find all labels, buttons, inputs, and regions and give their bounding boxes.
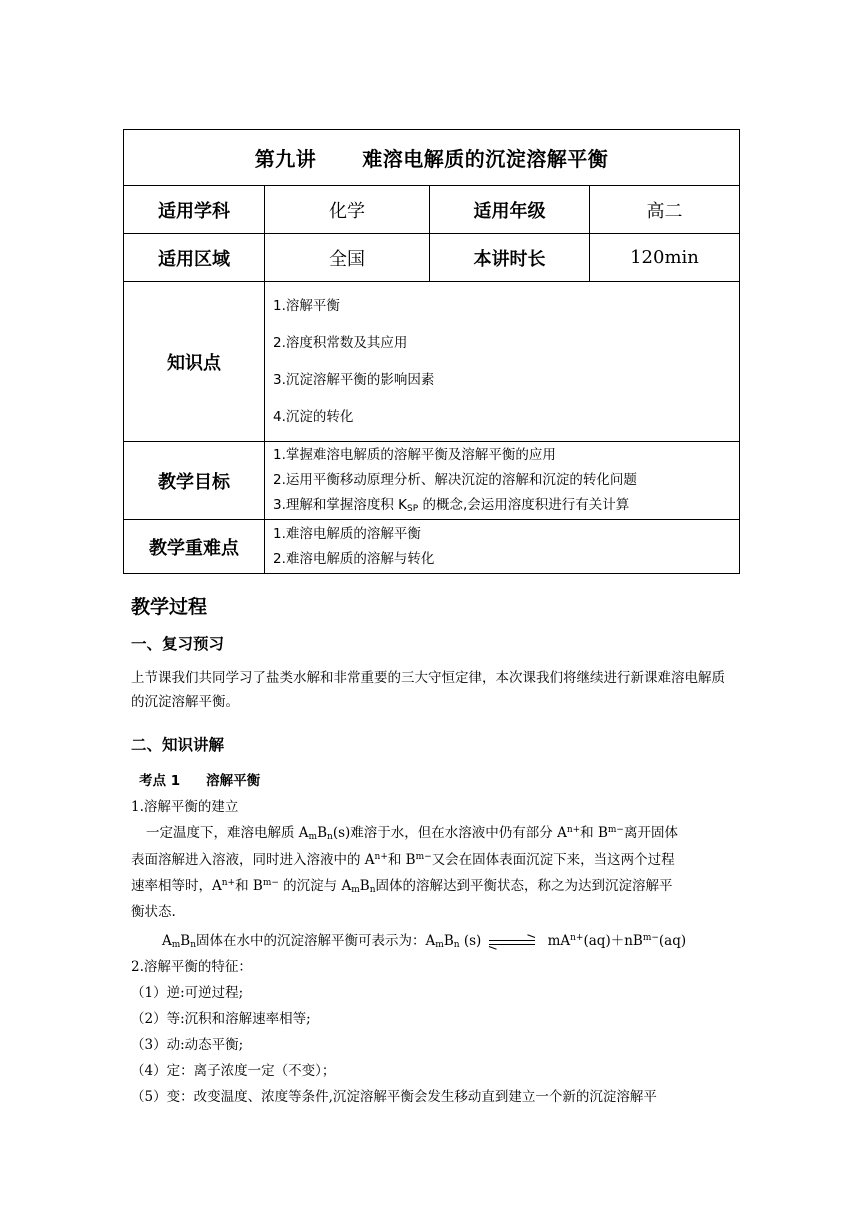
duration-label: 本讲时长 <box>430 234 590 282</box>
feature-item: （1）逆:可逆过程; <box>131 985 244 1001</box>
subject-label: 适用学科 <box>124 186 265 234</box>
lesson-number: 第九讲 <box>254 147 317 171</box>
establish-line-1: 一定温度下，难溶电解质 $A_mB_n(s)$难溶于水，但在水溶液中仍有部分 $A^{n+}$和 $B^{m-}$离开固体 <box>146 825 678 842</box>
goal-item: 2.运用平衡移动原理分析、解决沉淀的溶解和沉淀的转化问题 <box>273 472 637 488</box>
grade-value: 高二 <box>590 186 740 234</box>
section-review-heading: 一、复习预习 <box>131 635 225 653</box>
subject-value: 化学 <box>265 186 430 234</box>
establish-line-3: 速率相等时，$A^{n+}$和 $B^{m-}$ 的沉淀与 $A_mB_n$固体的溶解达到平衡状态，称之为达到沉淀溶解平 <box>131 878 673 895</box>
equilibrium-equation: $A_mB_n$固体在水中的沉淀溶解平衡可表示为：$A_mB_n$ (s) $mA^{n+}(aq)+nB^{m-}(aq)$ <box>162 933 687 950</box>
knowledge-list <box>265 282 740 442</box>
knowledge-label: 知识点 <box>124 282 265 442</box>
establish-line-2: 表面溶解进入溶液，同时进入溶液中的 $A^{n+}$和 $B^{m-}$又会在固体表面沉淀下来，当这两个过程 <box>131 852 675 868</box>
region-value: 全国 <box>265 234 430 282</box>
establish-line-4: 衡状态. <box>131 904 176 920</box>
feature-item: （2）等:沉积和溶解速率相等; <box>131 1011 311 1027</box>
goals-label: 教学目标 <box>124 442 265 520</box>
goals-list <box>265 442 740 520</box>
feature-item: （5）变：改变温度、浓度等条件,沉淀溶解平衡会发生移动直到建立一个新的沉淀溶解平 <box>131 1089 657 1105</box>
equilibrium-arrow-icon <box>489 937 535 947</box>
knowledge-item: 3.沉淀溶解平衡的影响因素 <box>273 371 435 388</box>
process-heading: 教学过程 <box>131 596 208 618</box>
feature-item: （3）动:动态平衡; <box>131 1037 244 1053</box>
goal-item: 1.掌握难溶电解质的溶解平衡及溶解平衡的应用 <box>273 447 556 463</box>
key-point-item: 2.难溶电解质的溶解与转化 <box>273 550 435 567</box>
region-label: 适用区域 <box>124 234 265 282</box>
duration-value: 120min <box>590 234 740 282</box>
kaodian-heading: 考点 1 溶解平衡 <box>139 773 261 789</box>
lesson-topic: 难溶电解质的沉淀溶解平衡 <box>362 147 609 171</box>
lesson-info-table <box>123 129 740 574</box>
key-points-label: 教学重难点 <box>124 520 265 574</box>
feature-item: （4）定：离子浓度一定（不变）； <box>131 1063 336 1079</box>
knowledge-item: 2.溶度积常数及其应用 <box>273 334 408 351</box>
grade-label: 适用年级 <box>430 186 590 234</box>
review-paragraph: 上节课我们共同学习了盐类水解和非常重要的三大守恒定律，本次课我们将继续进行新课难溶电解质的沉淀溶解平衡。 <box>131 670 725 710</box>
key-point-item: 1.难溶电解质的溶解平衡 <box>273 525 421 542</box>
knowledge-item: 4.沉淀的转化 <box>273 408 354 425</box>
section-knowledge-heading: 二、知识讲解 <box>131 736 225 754</box>
goal-item: 3.理解和掌握溶度积 $K_{SP}$ 的概念,会运用溶度积进行有关计算 <box>273 497 630 514</box>
sub-title-establish: 1.溶解平衡的建立 <box>131 799 239 815</box>
key-points-list <box>265 520 740 574</box>
knowledge-item: 1.溶解平衡 <box>273 297 340 314</box>
lesson-title <box>124 130 740 186</box>
sub-title-features: 2.溶解平衡的特征： <box>131 959 252 975</box>
